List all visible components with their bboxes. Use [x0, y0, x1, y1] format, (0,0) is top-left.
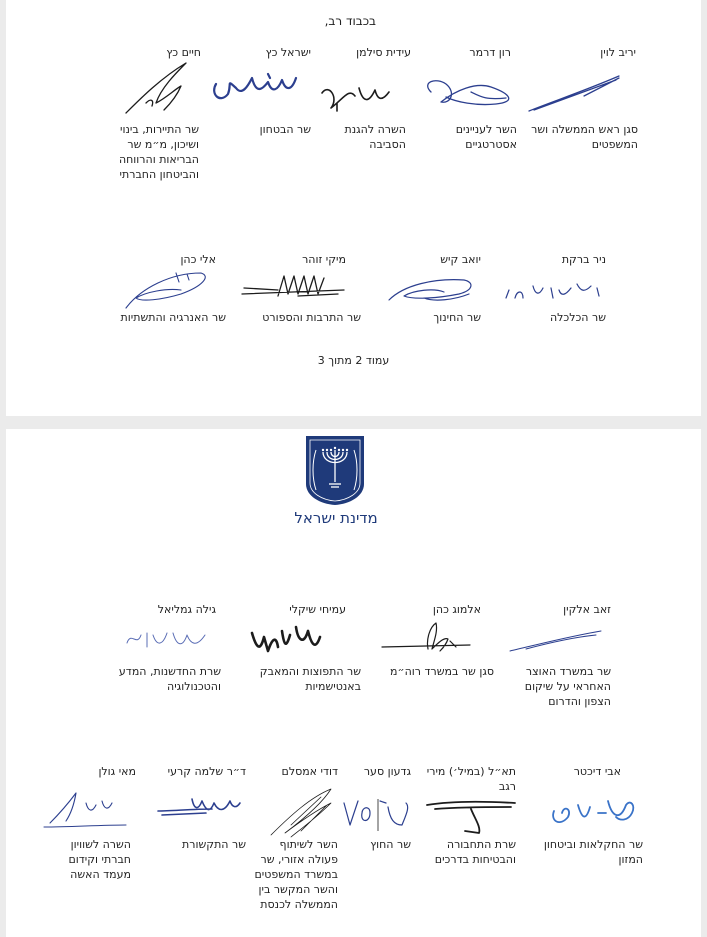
- signatory-name: גדעון סער: [363, 765, 411, 778]
- signatory-title: שר התקשורת: [182, 838, 246, 851]
- signatory-block: [246, 837, 338, 912]
- signatory-name: מאי גולן: [98, 765, 136, 778]
- signatory-block: [241, 310, 361, 325]
- signatory-name: חיים כץ: [166, 46, 201, 59]
- signatory-block: [391, 602, 481, 617]
- signature-image: [116, 58, 196, 118]
- signatory-name: יריב לוין: [600, 46, 636, 59]
- signature-image: [421, 795, 521, 835]
- signatory-name: ד״ר שלמה קרעי: [167, 765, 246, 778]
- signatory-title: שרת התחבורה והבטיחות בדרכים: [434, 838, 516, 866]
- document-page-2: [6, 0, 701, 416]
- signatory-block: [131, 252, 216, 267]
- signatory-block: [506, 310, 606, 325]
- signatory-name: זאב אלקין: [563, 603, 611, 616]
- signatory-block: [101, 310, 226, 325]
- signature-image: [336, 795, 420, 835]
- signatory-block: [256, 252, 346, 267]
- signatory-title: השרה להגנת הסביבה: [344, 123, 406, 151]
- signature-image: [238, 270, 350, 302]
- signatory-title: שר הכלכלה: [549, 311, 606, 324]
- signatory-name: רון דרמר: [469, 46, 511, 59]
- signatory-block: [531, 764, 621, 779]
- signature-image: [40, 787, 130, 831]
- signatory-block: [416, 837, 516, 867]
- signature-image: [384, 270, 480, 308]
- signatory-name: אלי כהן: [180, 253, 216, 266]
- signatory-block: [56, 764, 136, 779]
- signatory-title: שר האנרגיה והתשתיות: [120, 311, 226, 324]
- signatory-block: [421, 122, 517, 152]
- signatory-title: שר הבטחון: [259, 123, 311, 136]
- signatory-name: דודי אמסלם: [281, 765, 338, 778]
- signatory-block: [499, 664, 611, 709]
- signatory-block: [99, 122, 199, 182]
- signatory-block: [512, 122, 638, 152]
- signatory-name: ניר ברקת: [561, 253, 606, 266]
- signature-image: [246, 617, 326, 659]
- signatory-name: אלמוג כהן: [432, 603, 481, 616]
- signature-image: [208, 64, 304, 110]
- page-number: עמוד 2 מתוך 3: [317, 354, 390, 367]
- signatory-name: עידית סילמן: [356, 46, 411, 59]
- signatory-title: שר התרבות והספורט: [262, 311, 361, 324]
- signatory-block: [256, 602, 346, 617]
- signatory-name: ישראל כץ: [265, 46, 311, 59]
- signatory-block: [321, 45, 411, 60]
- signatory-name: עמיחי שיקלי: [289, 603, 346, 616]
- state-emblem-icon: [304, 434, 366, 507]
- signatory-block: [96, 664, 221, 694]
- signatory-name: יואב קיש: [440, 253, 481, 266]
- signatory-title: שר החינוך: [433, 311, 481, 324]
- signatory-block: [268, 764, 338, 779]
- signatory-name: מיקי זוהר: [302, 253, 346, 266]
- signatory-block: [401, 310, 481, 325]
- signatory-title: שר החוץ: [370, 838, 411, 851]
- signatory-block: [341, 764, 411, 779]
- signatory-block: [341, 837, 411, 852]
- signatory-block: [516, 45, 636, 60]
- signatory-block: [511, 602, 611, 617]
- signatory-title: השר לשיתוף פעולה אזורי, שר במשרד המשפטים והשר המקשר בין הממשלה לכנסת: [254, 838, 338, 911]
- signatory-block: [426, 764, 516, 794]
- signature-image: [501, 276, 611, 306]
- signatory-block: [231, 122, 311, 137]
- signatory-block: [51, 837, 131, 882]
- signatory-title: השרה לשוויון חברתי וקידום מעמד האשה: [68, 838, 131, 881]
- signatory-block: [156, 764, 246, 779]
- signature-image: [121, 625, 217, 653]
- signature-image: [416, 72, 526, 112]
- signatory-title: שרת החדשנות, המדע והטכנולוגיה: [118, 665, 221, 693]
- signatory-block: [531, 837, 643, 867]
- signature-image: [546, 791, 646, 829]
- signatory-name: גילה גמליאל: [157, 603, 216, 616]
- signatory-title: סגן ראש הממשלה ושר המשפטים: [531, 123, 638, 151]
- signatory-block: [366, 664, 494, 679]
- signature-image: [152, 791, 248, 821]
- state-name-header: מדינת ישראל: [294, 509, 378, 527]
- signatory-name: אבי דיכטר: [573, 765, 621, 778]
- signature-image: [506, 627, 606, 655]
- signature-image: [524, 66, 624, 116]
- signatory-title: שר החקלאות וביטחון המזון: [543, 838, 643, 866]
- signatory-title: שר התפוצות והמאבק באנטישמיות: [259, 665, 361, 693]
- signatory-block: [326, 122, 406, 152]
- greeting: בכבוד רב,: [324, 14, 376, 28]
- signatory-title: שר התיירות, בינוי ושיכון, מ״מ שר הבריאות והרווחה והביטחון החברתי: [118, 123, 199, 181]
- signatory-block: [241, 664, 361, 694]
- signature-image: [319, 78, 399, 114]
- signature-image: [261, 785, 341, 843]
- signatory-title: סגן שר במשרד רוה״מ: [390, 665, 494, 678]
- signatory-block: [231, 45, 311, 60]
- signatory-block: [411, 45, 511, 60]
- signature-image: [378, 619, 478, 655]
- signatory-title: שר במשרד האוצר האחראי על שיקום הצפון והדרום: [524, 665, 611, 708]
- signatory-title: השר לעניינים אסטרטגיים: [455, 123, 517, 151]
- document-page-3: [6, 429, 701, 937]
- signatory-block: [506, 252, 606, 267]
- signatory-block: [156, 837, 246, 852]
- signatory-name: תא״ל (במיל׳) מירי רגב: [426, 765, 516, 793]
- signatory-block: [401, 252, 481, 267]
- signature-image: [121, 268, 213, 312]
- signatory-block: [126, 602, 216, 617]
